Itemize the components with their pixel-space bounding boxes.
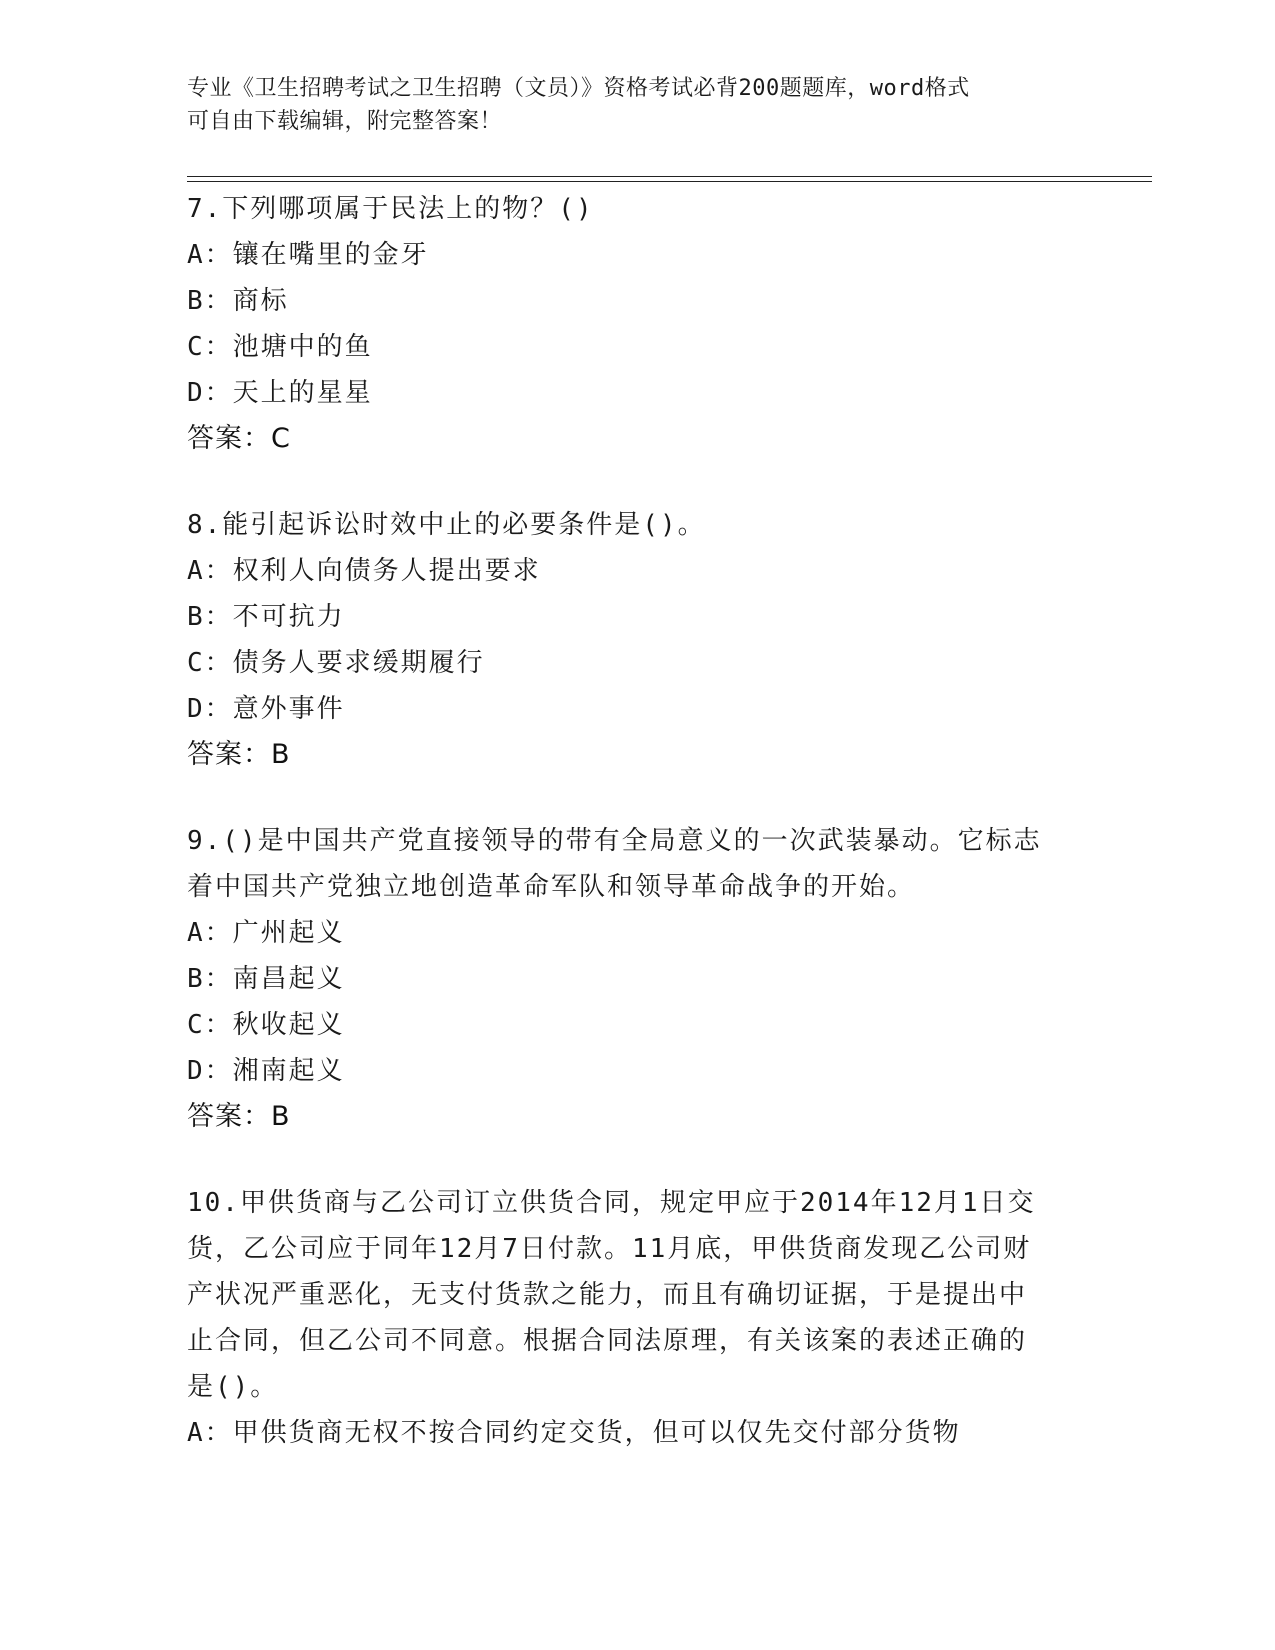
question-9 [187,818,1087,1140]
option-a: A：甲供货商无权不按合同约定交货，但可以仅先交付部分货物 [187,1418,961,1448]
question-stem-line-2: 货，乙公司应于同年12月7日付款。11月底，甲供货商发现乙公司财 [187,1234,1032,1264]
question-stem-line-1: 10.甲供货商与乙公司订立供货合同，规定甲应于2014年12月1日交 [187,1188,1036,1218]
answer-label: 答案：C [187,423,291,454]
option-a: A：权利人向债务人提出要求 [187,556,541,586]
header-line-1: 专业《卫生招聘考试之卫生招聘（文员）》资格考试必背200题题库，word格式 [187,76,970,101]
answer-label: 答案：B [187,739,291,770]
question-8 [187,502,1087,778]
option-a: A：广州起义 [187,918,345,948]
header-divider-top [187,176,1152,177]
option-b: B：商标 [187,286,289,316]
option-b: B：南昌起义 [187,964,345,994]
option-d: D：意外事件 [187,694,345,724]
question-10 [187,1180,1087,1456]
question-list [187,186,1087,1496]
header-divider-bottom [187,181,1152,182]
question-stem: 7.下列哪项属于民法上的物？() [187,194,594,224]
option-c: C：秋收起义 [187,1010,345,1040]
option-d: D：湘南起义 [187,1056,345,1086]
option-a: A：镶在嘴里的金牙 [187,240,429,270]
question-stem-line-1: 9.()是中国共产党直接领导的带有全局意义的一次武装暴动。它标志 [187,826,1042,856]
header-line-2: 可自由下载编辑，附完整答案！ [187,109,503,134]
question-stem-line-4: 止合同，但乙公司不同意。根据合同法原理，有关该案的表述正确的 [187,1326,1028,1356]
question-7 [187,186,1087,462]
answer-label: 答案：B [187,1101,291,1132]
option-d: D：天上的星星 [187,378,373,408]
document-header [187,72,1087,138]
option-c: C：债务人要求缓期履行 [187,648,485,678]
question-stem: 8.能引起诉讼时效中止的必要条件是()。 [187,510,706,540]
question-stem-line-2: 着中国共产党独立地创造革命军队和领导革命战争的开始。 [187,872,916,902]
option-b: B：不可抗力 [187,602,345,632]
question-stem-line-5: 是()。 [187,1372,279,1402]
question-stem-line-3: 产状况严重恶化，无支付货款之能力，而且有确切证据，于是提出中 [187,1280,1028,1310]
option-c: C：池塘中的鱼 [187,332,373,362]
